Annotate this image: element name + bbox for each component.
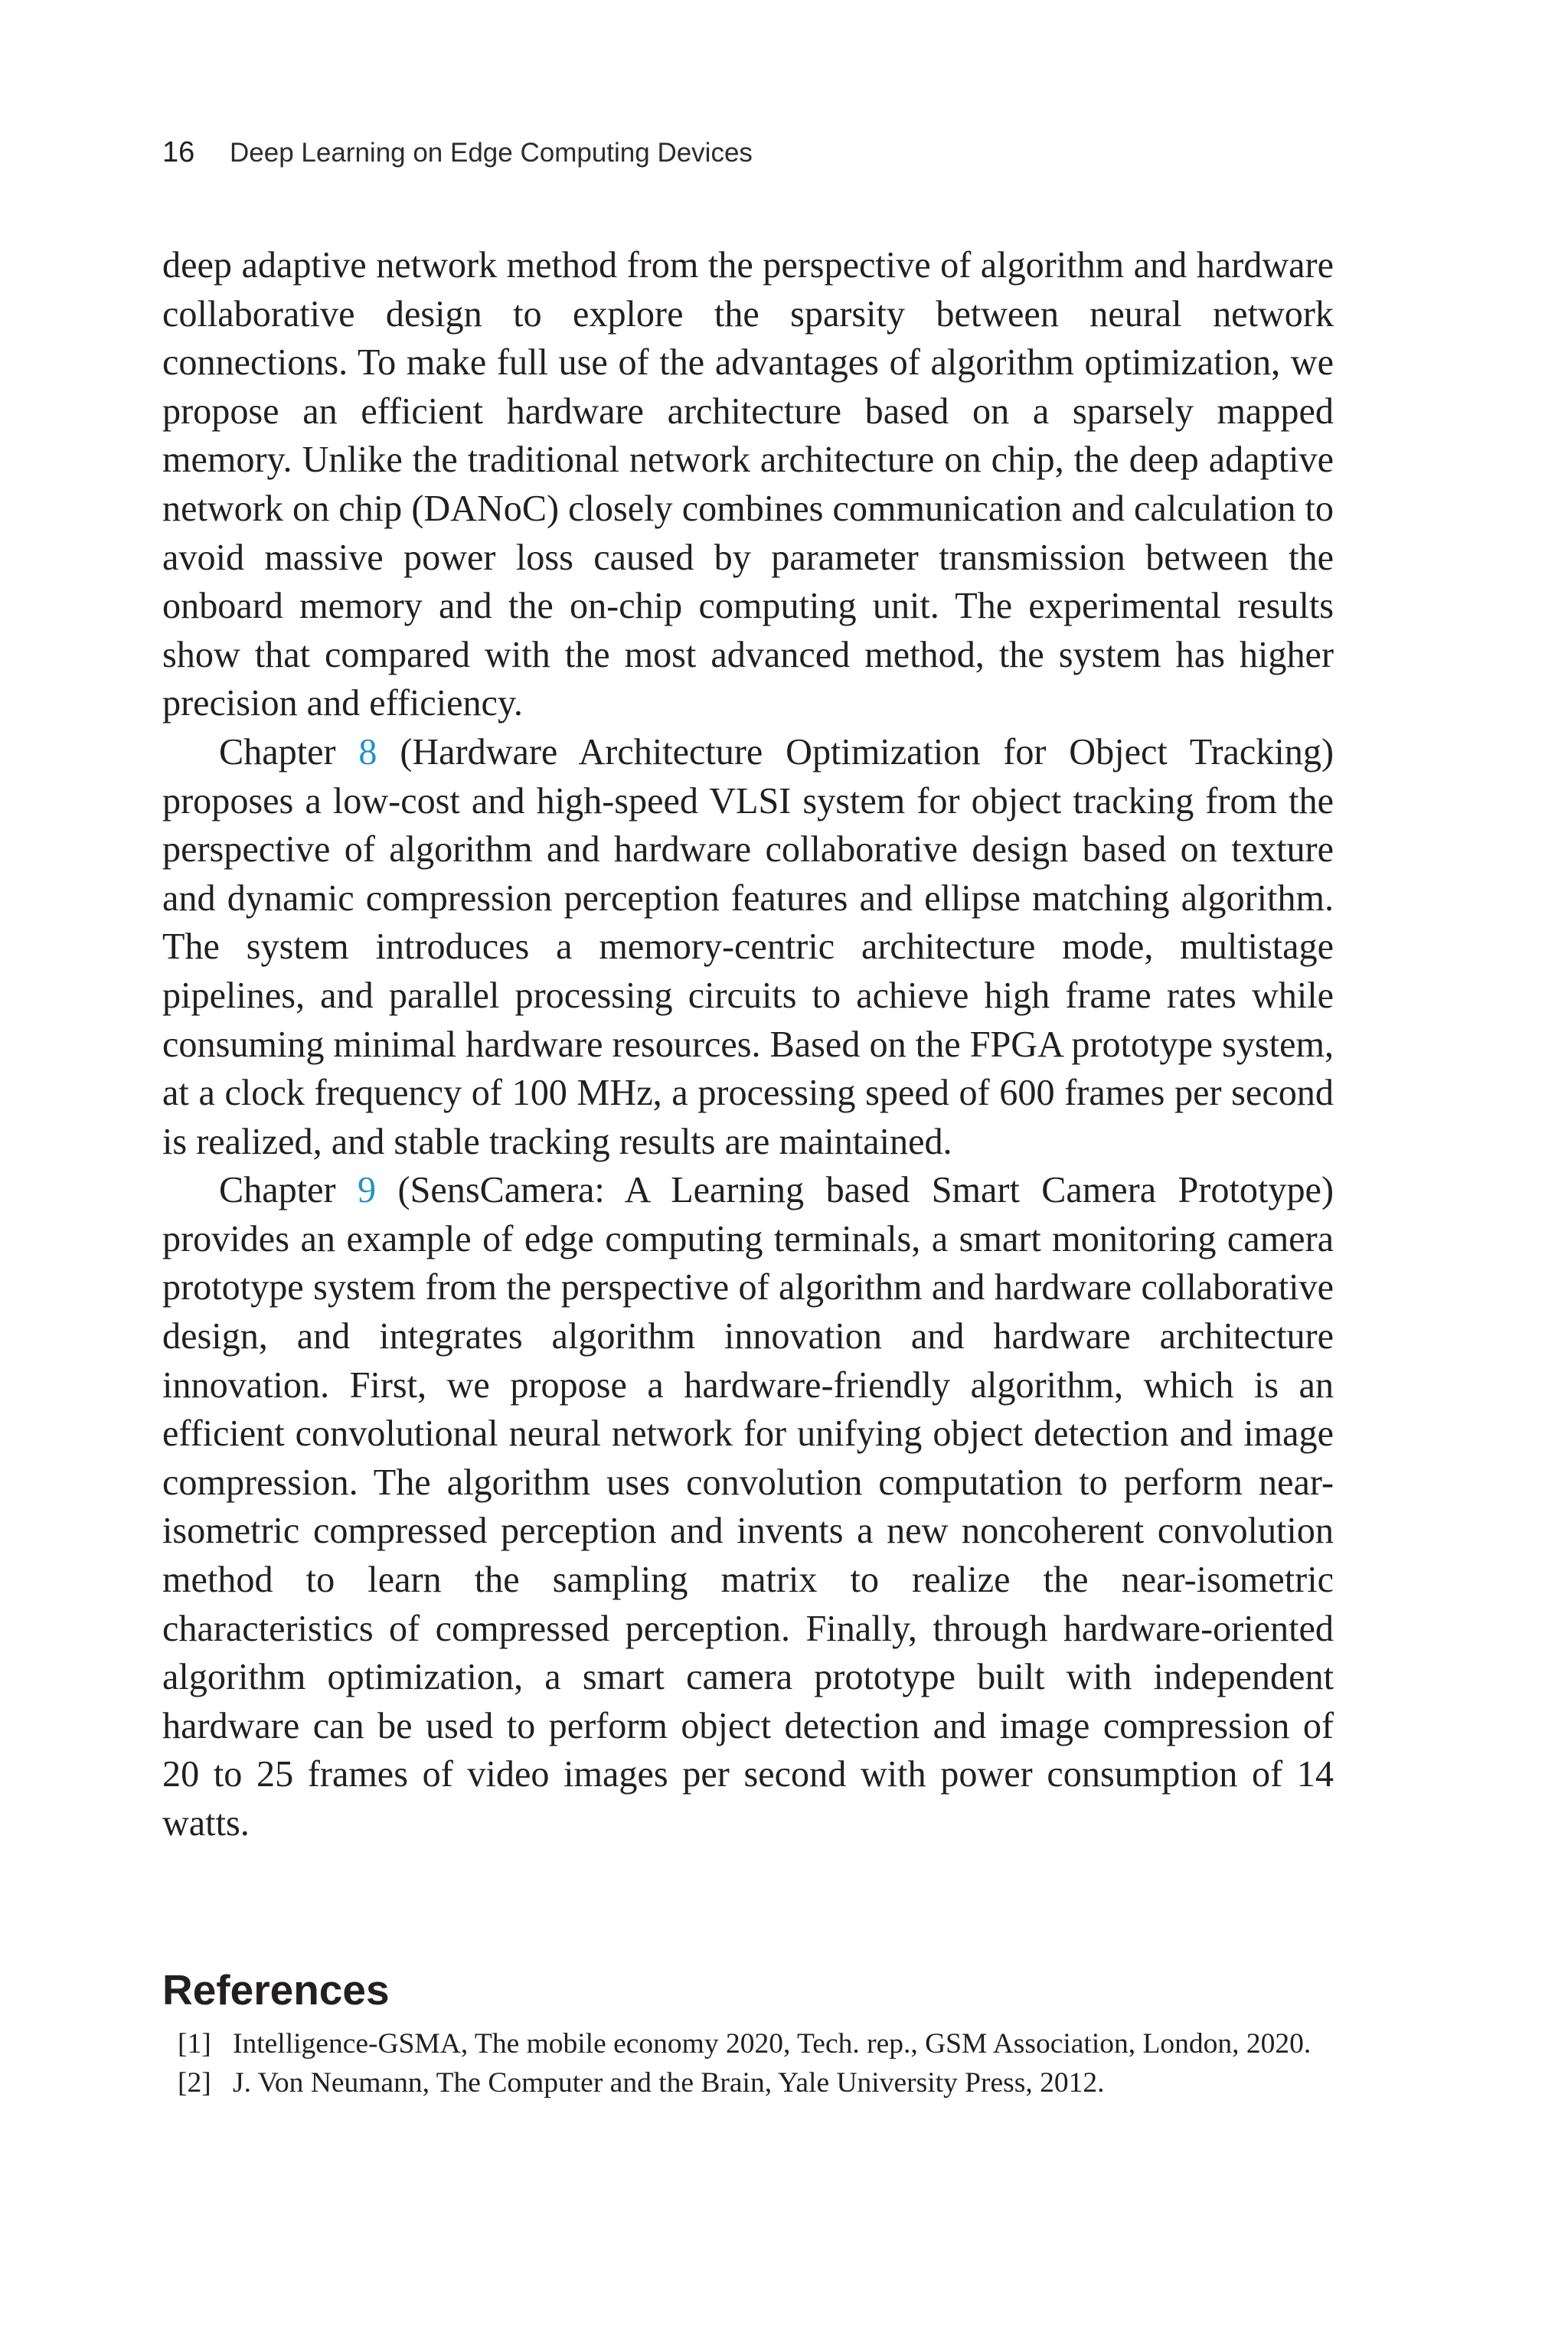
reference-list xyxy=(178,2026,1334,2104)
chapter-8-link[interactable]: 8 xyxy=(358,731,377,773)
paragraph-danoc: deep adaptive network method from the perspective of algorithm and hardware collaborative design to explore the sparsity between neural network connections. To make full use of the advantages of algorithm optimization, we propose an efficient hardware architecture based on a sparsely mapped memory. Unlike the traditional network architecture on chip, the deep adaptive network on chip (DANoC) closely combines communication and calculation to avoid massive power loss caused by parameter transmission between the onboard memory and the on-chip computing unit. The experimental results show that compared with the most advanced method, the system has higher precision and efficiency. xyxy=(162,245,1334,724)
chapter-9-link[interactable]: 9 xyxy=(357,1170,377,1211)
reference-item-1 xyxy=(178,2026,1334,2062)
book-title: Deep Learning on Edge Computing Devices xyxy=(230,138,753,168)
reference-text: Intelligence-GSMA, The mobile economy 2020, Tech. rep., GSM Association, London, 2020. xyxy=(233,2028,1312,2060)
reference-item-2 xyxy=(178,2065,1334,2101)
running-header xyxy=(162,133,753,172)
reference-number: [1] xyxy=(178,2028,211,2060)
references-heading: References xyxy=(162,1966,390,2014)
chapter-9-description: (SensCamera: A Learning based Smart Camera Prototype) provides an example of edge computing terminals, a smart monitoring camera prototype system from the perspective of algorithm and hardware collaborative design, and integrates algorithm innovation and hardware architecture innovation. First, we propose a hardware-friendly algorithm, which is an efficient convolutional neural network for unifying object detection and image compression. The algorithm uses convolution computation to perform near-isometric compressed perception and invents a new noncoherent convolution method to learn the sampling matrix to realize the near-isometric characteristics of compressed perception. Finally, through hardware-oriented algorithm optimization, a smart camera prototype built with independent hardware can be used to perform object detection and image compression of 20 to 25 frames of video images per second with power consumption of 14 watts. xyxy=(162,1170,1334,1844)
paragraph-chapter-8 xyxy=(162,728,1334,1166)
paragraph-chapter-9 xyxy=(162,1166,1334,1847)
page-number: 16 xyxy=(162,136,195,168)
chapter-8-description: (Hardware Architecture Optimization for Object Tracking) proposes a low-cost and high-speed VLSI system for object tracking from the perspective of algorithm and hardware collaborative design based on texture and dynamic compression perception features and ellipse matching algorithm. The system introduces a memory-centric architecture mode, multistage pipelines, and parallel processing circuits to achieve high frame rates while consuming minimal hardware resources. Based on the FPGA prototype system, at a clock frequency of 100 MHz, a processing speed of 600 frames per second is realized, and stable tracking results are maintained. xyxy=(162,731,1334,1162)
reference-number: [2] xyxy=(178,2067,211,2099)
chapter-9-prefix: Chapter xyxy=(219,1170,358,1211)
reference-text: J. Von Neumann, The Computer and the Brain, Yale University Press, 2012. xyxy=(233,2067,1105,2099)
body-text xyxy=(162,241,1334,1848)
chapter-8-prefix: Chapter xyxy=(219,731,359,773)
